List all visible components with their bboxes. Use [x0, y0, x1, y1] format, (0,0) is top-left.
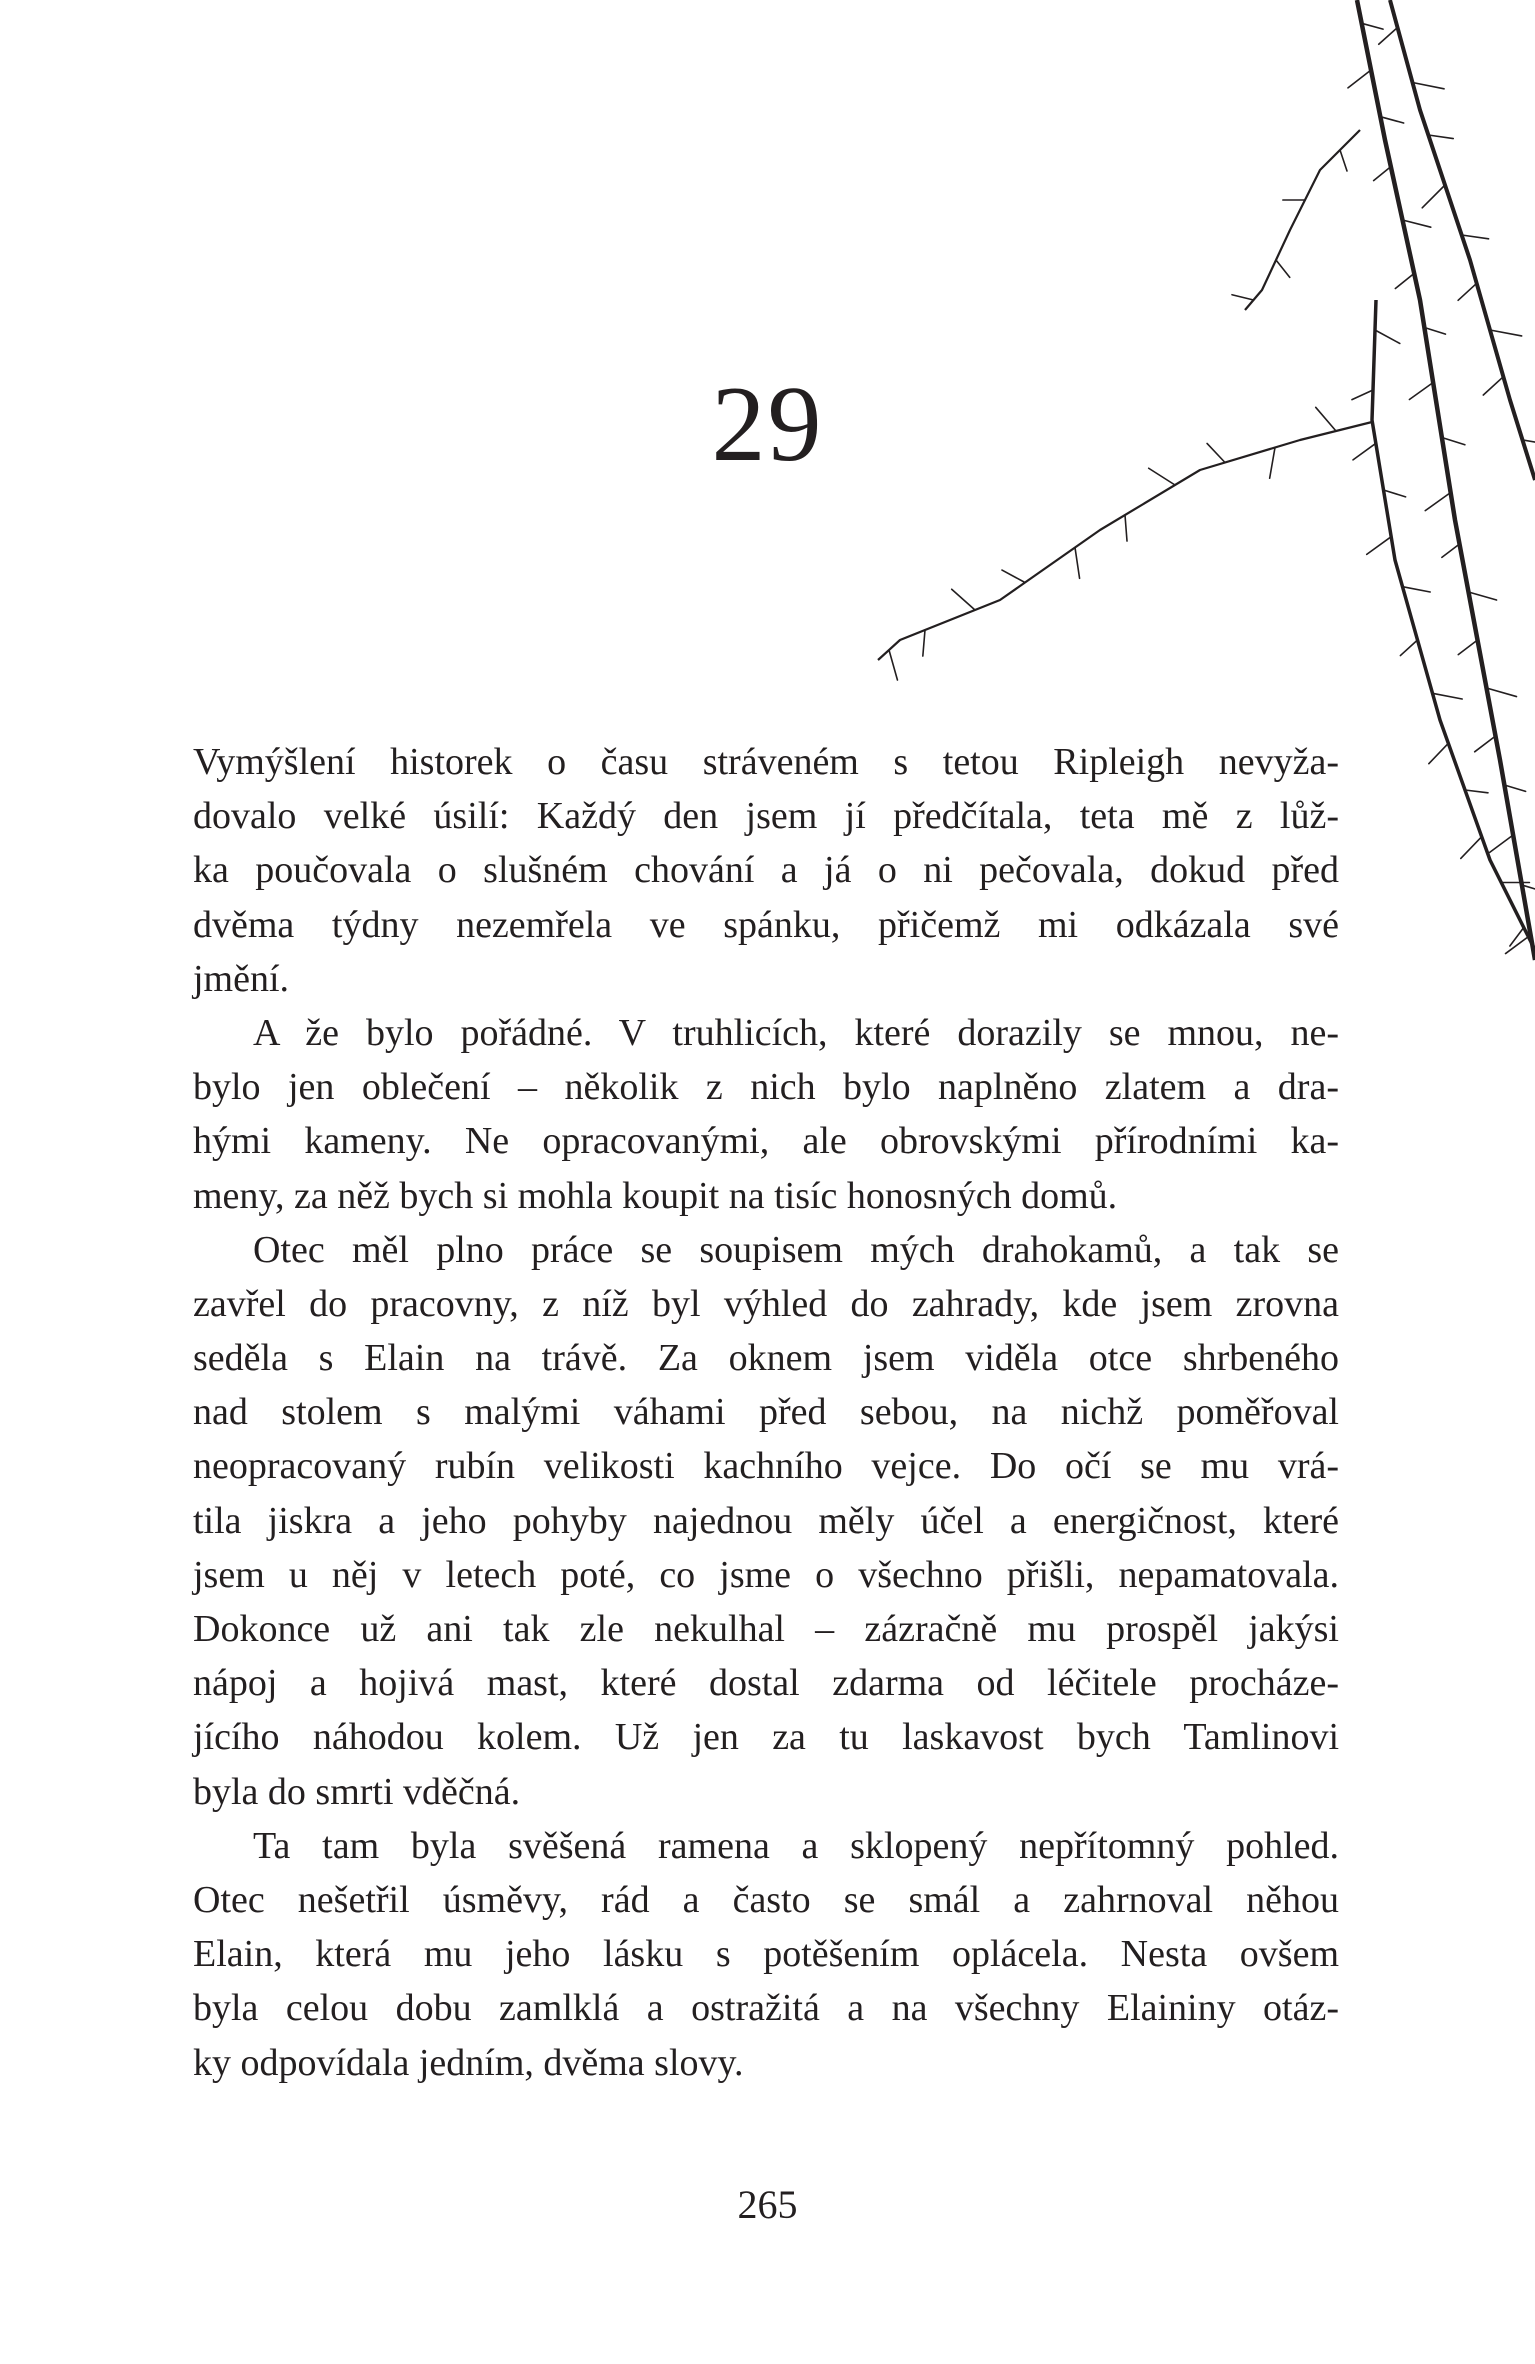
paragraph [193, 1819, 1339, 2090]
thorn [1462, 235, 1489, 239]
text-line: byla celou dobu zamlklá a ostražitá a na všechny Elaininy otáz- [193, 1987, 1339, 2030]
thorn [1403, 220, 1431, 227]
thorn [1461, 837, 1482, 859]
thorn [1458, 640, 1477, 655]
text-line: bylo jen oblečení – několik z nich bylo naplněno zlatem a dra- [193, 1066, 1339, 1109]
thorn [1340, 150, 1347, 171]
thorn [889, 650, 897, 680]
text-line: Vymýšlení historek o času stráveném s tetou Ripleigh nevyža- [193, 741, 1339, 783]
text-line: meny, za něž bych si mohla koupit na tisíc honosných domů. [193, 1174, 1118, 1217]
thorn [1433, 693, 1463, 699]
text-line: Dokonce už ani tak zle nekulhal – zázračně mu prospěl jakýsi [193, 1608, 1339, 1650]
text-line: Ta tam byla svěšená ramena a sklopený nepřítomný pohled. [253, 1824, 1339, 1867]
text-line: Otec nešetřil úsměvy, rád a často se smál a zahrnoval něhou [193, 1878, 1339, 1921]
text-line: neopracovaný rubín velikosti kachního vejce. Do očí se mu vrá- [193, 1445, 1339, 1488]
paragraph [193, 1223, 1339, 1819]
thorn [1075, 548, 1080, 579]
thorn [1465, 790, 1488, 793]
thorn [1367, 537, 1391, 555]
thorn [1428, 135, 1453, 139]
text-line: A že bylo pořádné. V truhlicích, které dorazily se mnou, ne- [253, 1011, 1339, 1054]
text-line: ky odpovídala jedním, dvěma slovy. [193, 2041, 744, 2084]
thorn [952, 589, 975, 610]
chapter-body-text [193, 735, 1339, 2090]
thorn [1429, 743, 1448, 763]
thorn [1002, 570, 1025, 582]
thorn [1403, 587, 1431, 592]
text-line: jmění. [193, 957, 290, 1000]
text-line: Otec měl plno práce se soupisem mých drahokamů, a tak se [253, 1228, 1339, 1271]
text-line: Elain, která mu jeho lásku s potěšením oplácela. Nesta ovšem [193, 1933, 1339, 1976]
page-number: 265 [737, 2182, 798, 2227]
thorn [1458, 283, 1477, 300]
thorn [1348, 70, 1371, 88]
thorn [1125, 515, 1127, 541]
text-line: byla do smrti vděčná. [193, 1770, 521, 1813]
thorn [1413, 83, 1445, 89]
thorn [1232, 295, 1253, 300]
thorn [923, 630, 925, 656]
text-line: jícího náhodou kolem. Už jen za tu laskavost bych Tamlinovi [193, 1716, 1339, 1759]
thorn [1510, 928, 1524, 947]
text-line: hými kameny. Ne opracovanými, ale obrovskými přírodními ka- [193, 1120, 1339, 1163]
thorn [1375, 330, 1400, 343]
thorn [1487, 688, 1517, 697]
text-line: nad stolem s malými váhami před sebou, na nichž poměřoval [193, 1391, 1339, 1434]
thorn [1380, 117, 1403, 123]
thorn [1442, 544, 1460, 557]
thorn [1395, 273, 1414, 288]
thorn [1490, 330, 1522, 336]
paragraph [193, 1006, 1339, 1223]
thorn [1400, 640, 1417, 656]
thorn [1276, 260, 1290, 277]
thorn [1422, 185, 1445, 208]
thorn [1379, 28, 1398, 45]
chapter-number: 29 [711, 365, 824, 484]
thorn [1475, 736, 1496, 752]
thorn [1506, 935, 1531, 954]
thorn [1469, 592, 1497, 600]
text-line: jsem u něj v letech poté, co jsme o všechno přišli, nepamatovala. [193, 1553, 1339, 1596]
thorn [1384, 490, 1406, 497]
text-line: seděla s Elain na trávě. Za oknem jsem viděla otce shrbeného [193, 1337, 1339, 1380]
text-line: zavřel do pracovny, z níž byl výhled do zahrady, kde jsem zrovna [193, 1282, 1339, 1325]
thorn [1425, 493, 1450, 511]
text-line: dvěma týdny nezemřela ve spánku, přičemž mi odkázala své [193, 903, 1339, 946]
thorn [1490, 835, 1513, 852]
paragraph [193, 735, 1339, 1006]
thorn [1374, 167, 1391, 181]
text-line: dovalo velké úsilí: Každý den jsem jí předčítala, teta mě z lůž- [193, 795, 1339, 838]
text-line: nápoj a hojivá mast, které dostal zdarma od léčitele procháze- [193, 1662, 1339, 1705]
text-line: tila jiskra a jeho pohyby najednou měly účel a energičnost, které [193, 1499, 1339, 1542]
text-line: ka poučovala o slušném chování a já o ni pečovala, dokud před [193, 849, 1339, 892]
